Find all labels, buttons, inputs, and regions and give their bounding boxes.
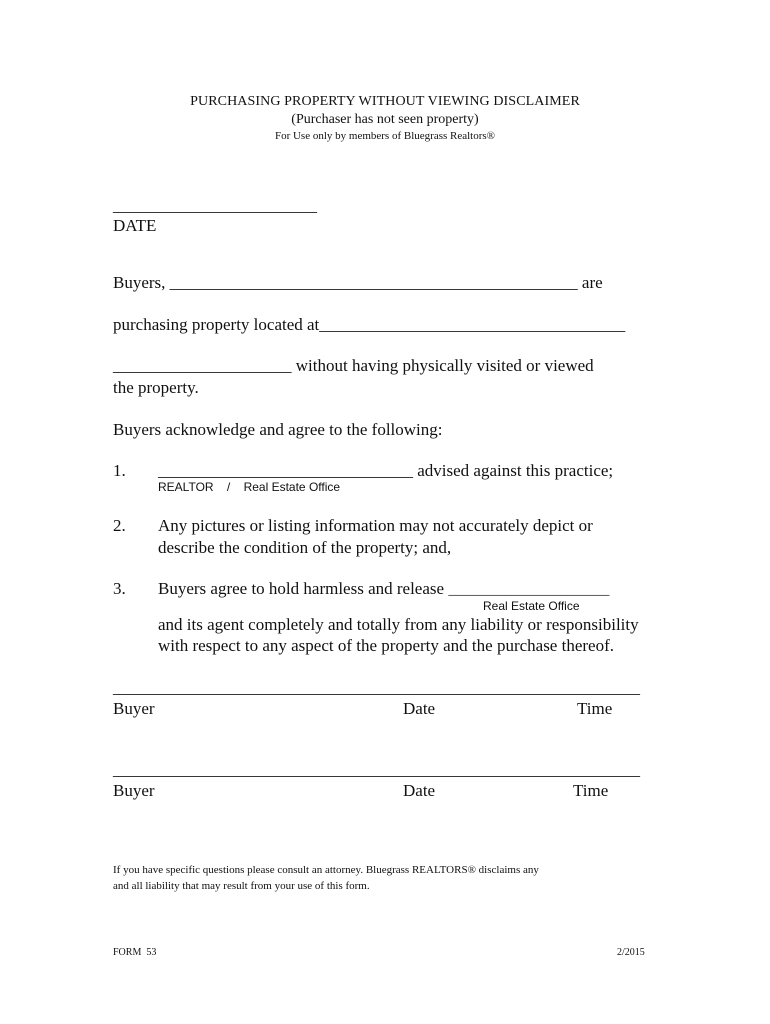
usage-note: For Use only by members of Bluegrass Realtors® <box>274 130 496 142</box>
acknowledge-heading: Buyers acknowledge and agree to the following: <box>113 420 443 439</box>
item-1-number: 1. <box>113 461 126 480</box>
real-estate-office-blank[interactable]: _______________________ <box>448 583 610 598</box>
viewing-statement-line[interactable]: _____________________ without having physically visited or viewed <box>113 356 594 375</box>
viewing-statement-cont: the property. <box>113 378 199 397</box>
time-label-1: Time <box>577 699 613 718</box>
buyer-label-2: Buyer <box>113 781 155 800</box>
disclaimer-line-2: and all liability that may result from your use of this form. <box>113 880 370 892</box>
item-1-sublabel: REALTOR / Real Estate Office <box>158 480 341 494</box>
time-label-2: Time <box>573 781 609 800</box>
date-label-1: Date <box>403 699 436 718</box>
date-blank-line[interactable]: ________________________ <box>113 196 317 215</box>
item-2-line2: describe the condition of the property; and, <box>158 538 452 557</box>
date-label: DATE <box>113 216 157 235</box>
item-3-sublabel: Real Estate Office <box>483 599 580 613</box>
item-3-line1 <box>158 579 609 599</box>
buyer-label-1: Buyer <box>113 699 155 718</box>
item-1-text[interactable]: ______________________________ advised against this practice; <box>158 461 614 480</box>
signature-line-1[interactable]: ______________________________________________________________ <box>113 678 640 697</box>
property-address-line[interactable]: purchasing property located at____________________________________ <box>113 315 626 334</box>
form-subtitle: (Purchaser has not seen property) <box>291 112 479 127</box>
item-3-number: 3. <box>113 579 126 598</box>
signature-line-2[interactable]: ______________________________________________________________ <box>113 760 640 779</box>
disclaimer-line-1: If you have specific questions please consult an attorney. Bluegrass REALTORS® disclaims any <box>113 864 539 876</box>
date-label-2: Date <box>403 781 436 800</box>
form-title: PURCHASING PROPERTY WITHOUT VIEWING DISCLAIMER <box>190 94 580 109</box>
item-3-line2: and its agent completely and totally from any liability or responsibility <box>158 615 639 634</box>
buyers-line[interactable]: Buyers, ________________________________________________ are <box>113 273 603 292</box>
item-2-number: 2. <box>113 516 126 535</box>
form-date: 2/2015 <box>617 947 645 958</box>
item-2-line1: Any pictures or listing information may not accurately depict or <box>158 516 593 535</box>
form-number: FORM 53 <box>113 947 157 958</box>
item-3-text: Buyers agree to hold harmless and release <box>158 579 449 598</box>
item-3-line3: with respect to any aspect of the property and the purchase thereof. <box>158 636 614 655</box>
